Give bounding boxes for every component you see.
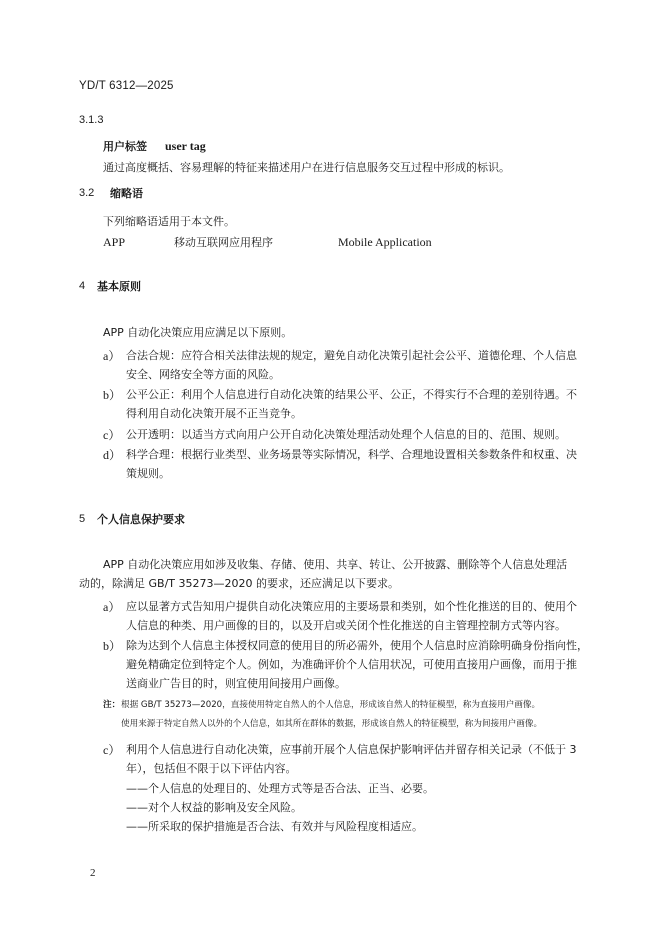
clause-title-3-2: 缩略语 <box>110 187 143 200</box>
list-text-line: 得利用自动化决策开展不正当竞争。 <box>126 407 302 420</box>
list-mark: a） <box>103 600 121 614</box>
standard-number: YD/T 6312—2025 <box>79 80 174 92</box>
list-text-line: 年），包括但不限于以下评估内容。 <box>126 762 297 775</box>
list-text-line: 科学合理：根据行业类型、业务场景等实际情况，科学、合理地设置相关参数条件和权重、决 <box>126 448 577 461</box>
section-5-intro-line: APP 自动化决策应用如涉及收集、存储、使用、共享、转让、公开披露、删除等个人信息处理活 <box>103 558 568 571</box>
section-5-intro-line: 动的，除满足 GB/T 35273—2020 的要求，还应满足以下要求。 <box>79 577 399 590</box>
list-text-line: 公开透明：以适当方式向用户公开自动化决策处理活动处理个人信息的目的、范围、规则。 <box>126 428 566 441</box>
note-text-line: 使用来源于特定自然人以外的个人信息，如其所在群体的数据，形成该自然人的特征模型，称为间接用户画像。 <box>121 719 543 729</box>
list-text-line: 人信息的种类、用户画像的目的，以及开启或关闭个性化推送的自主管理控制方式等内容。 <box>126 619 566 632</box>
list-text-line: 公平公正：利用个人信息进行自动化决策的结果公平、公正，不得实行不合理的差别待遇。不 <box>126 388 577 401</box>
section-number-4: 4 <box>79 280 86 292</box>
list-mark: b） <box>103 639 122 653</box>
note-text-line: 根据 GB/T 35273—2020，直接使用特定自然人的个人信息，形成该自然人的特征模型，称为直接用户画像。 <box>121 700 541 710</box>
abbrev-en: Mobile Application <box>338 235 432 249</box>
term-definition: 通过高度概括、容易理解的特征来描述用户在进行信息服务交互过程中形成的标识。 <box>103 161 510 174</box>
section-title-5: 个人信息保护要求 <box>97 513 185 526</box>
abbrev-term: APP <box>103 235 126 249</box>
page-number: 2 <box>90 867 96 879</box>
dash-item: ——所采取的保护措施是否合法、有效并与风险程度相适应。 <box>126 820 423 833</box>
list-text-line: 安全、网络安全等方面的风险。 <box>126 368 280 381</box>
list-text-line: 送商业广告目的时，则宜使用间接用户画像。 <box>126 677 346 690</box>
term-zh: 用户标签 <box>103 140 147 153</box>
dash-item: ——对个人权益的影响及安全风险。 <box>126 801 302 814</box>
section-4-intro: APP 自动化决策应用应满足以下原则。 <box>103 326 293 339</box>
list-text-line: 合法合规：应符合相关法律法规的规定，避免自动化决策引起社会公平、道德伦理、个人信息 <box>126 349 577 362</box>
dash-item: ——个人信息的处理目的、处理方式等是否合法、正当、必要。 <box>126 782 434 795</box>
list-mark: d） <box>103 448 122 462</box>
abbrev-zh: 移动互联网应用程序 <box>174 236 273 249</box>
clause-number-3-2: 3.2 <box>79 187 95 199</box>
list-mark: c） <box>103 743 121 757</box>
section-title-4: 基本原则 <box>97 280 141 293</box>
list-text-line: 利用个人信息进行自动化决策，应事前开展个人信息保护影响评估并留存相关记录（不低于 3 <box>126 743 577 756</box>
list-text-line: 除为达到个人信息主体授权同意的使用目的所必需外，使用个人信息时应消除明确身份指向性， <box>126 639 588 652</box>
section-number-5: 5 <box>79 513 86 525</box>
clause-number-3-1-3: 3.1.3 <box>79 114 104 126</box>
abbrev-intro: 下列缩略语适用于本文件。 <box>103 215 235 228</box>
note-label: 注： <box>103 700 121 710</box>
list-mark: a） <box>103 349 121 363</box>
list-text-line: 策规则。 <box>126 467 170 480</box>
list-text-line: 避免精确定位到特定个人。例如，为准确评价个人信用状况，可使用直接用户画像，而用于推 <box>126 658 577 671</box>
list-mark: c） <box>103 428 121 442</box>
term-en: user tag <box>165 139 206 153</box>
list-mark: b） <box>103 388 122 402</box>
list-text-line: 应以显著方式告知用户提供自动化决策应用的主要场景和类别，如个性化推送的目的、使用个 <box>126 600 577 613</box>
